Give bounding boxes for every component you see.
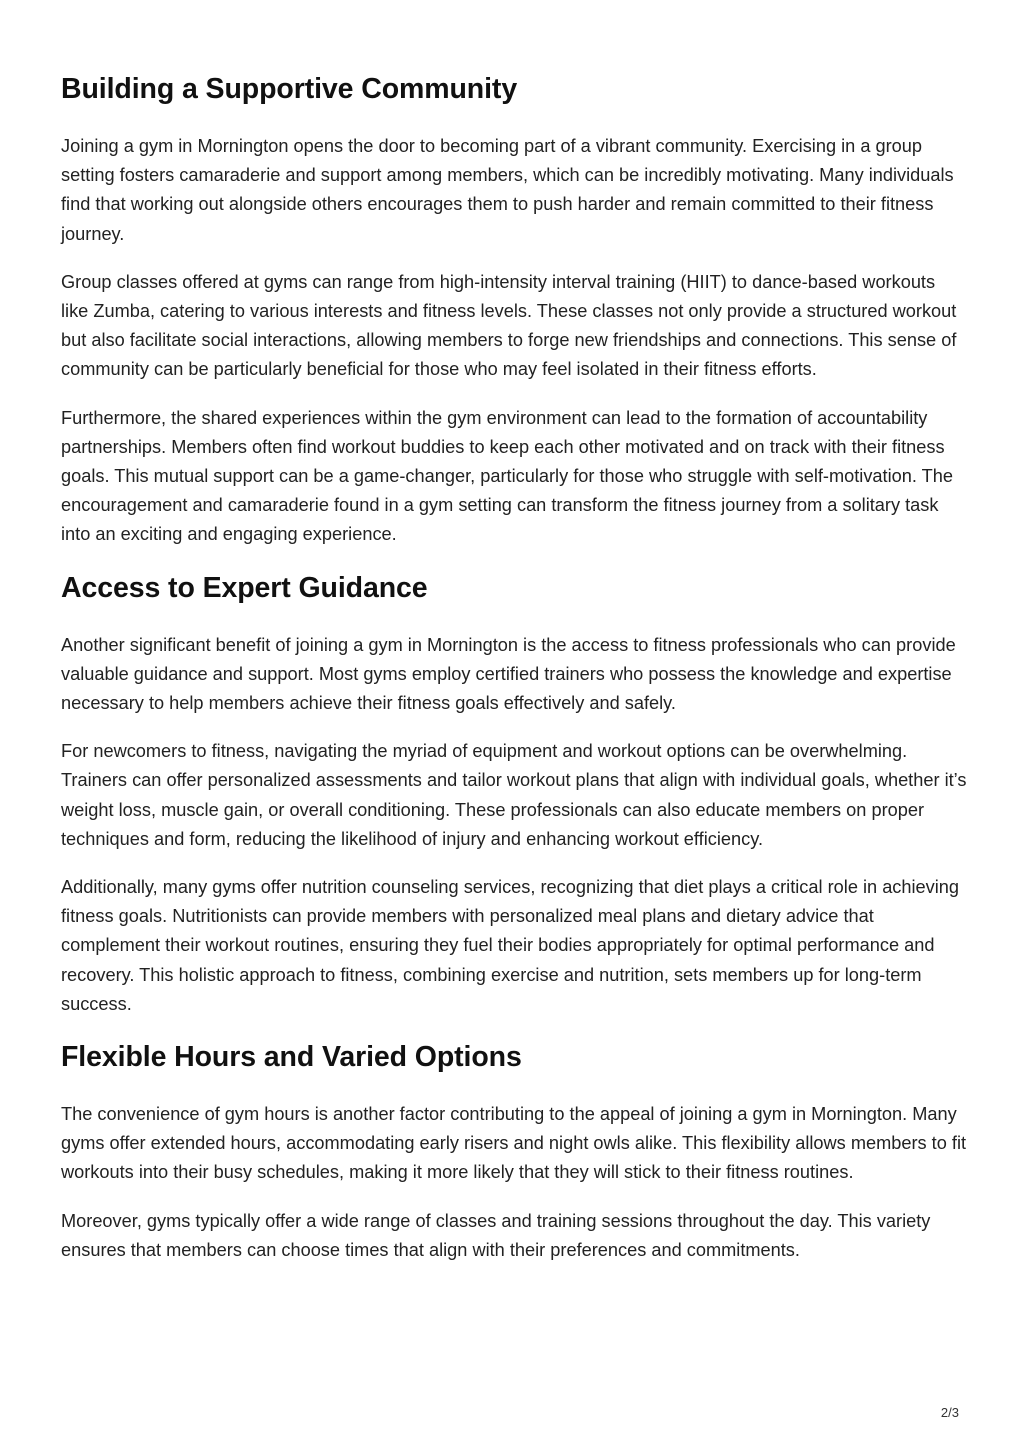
section-flexible-hours — [61, 1038, 967, 1265]
paragraph: Furthermore, the shared experiences within the gym environment can lead to the formation of accountability partnerships. Members often find workout buddies to keep each other motivated and on track with their fitness goals. This mutual support can be a game-changer, particularly for those who struggle with self-motivation. The encouragement and camaraderie found in a gym setting can transform the fitness journey from a solitary task into an exciting and engaging experience. — [61, 407, 953, 545]
section-heading: Flexible Hours and Varied Options — [61, 1041, 522, 1074]
paragraph: Moreover, gyms typically offer a wide range of classes and training sessions throughout the day. This variety ensures that members can choose times that align with their preferences and commitments. — [61, 1210, 931, 1260]
paragraph: Joining a gym in Mornington opens the door to becoming part of a vibrant community. Exercising in a group setting fosters camaraderie and support among members, which can be incredibly motivating. Many individuals find that working out alongside others encourages them to push harder and remain committed to their fitness journey. — [61, 136, 954, 244]
paragraph: The convenience of gym hours is another factor contributing to the appeal of joining a gym in Mornington. Many gyms offer extended hours, accommodating early risers and night owls alike. This flexibility allows members to fit workouts into their busy schedules, making it more likely that they will stick to their fitness routines. — [61, 1104, 967, 1183]
section-heading: Building a Supportive Community — [61, 73, 518, 105]
section-supportive-community — [61, 70, 967, 550]
document-page — [61, 70, 967, 1284]
paragraph: Additionally, many gyms offer nutrition counseling services, recognizing that diet plays a critical role in achieving fitness goals. Nutritionists can provide members with personalized meal plans and dietary advice that complement their workout routines, ensuring they fuel their bodies appropriately for optimal performance and recovery. This holistic approach to fitness, combining exercise and nutrition, sets members up for long-term success. — [61, 877, 960, 1014]
section-heading: Access to Expert Guidance — [61, 571, 428, 604]
paragraph: Group classes offered at gyms can range from high-intensity interval training (HIIT) to dance-based workouts like Zumba, catering to various interests and fitness levels. These classes not only provide a structured workout but also facilitate social interactions, allowing members to forge new friendships and connections. This sense of community can be particularly beneficial for those who may feel isolated in their fitness efforts. — [61, 271, 957, 380]
paragraph: Another significant benefit of joining a gym in Mornington is the access to fitness professionals who can provide valuable guidance and support. Most gyms employ certified trainers who possess the knowledge and expertise necessary to help members achieve their fitness goals effectively and safely. — [61, 634, 956, 714]
page-number: 2/3 — [940, 1405, 959, 1420]
paragraph: For newcomers to fitness, navigating the myriad of equipment and workout options can be overwhelming. Trainers can offer personalized assessments and tailor workout plans that align with individual goals, whether it’s weight loss, muscle gain, or overall conditioning. These professionals can also educate members on proper techniques and form, reducing the likelihood of injury and enhancing workout efficiency. — [61, 741, 967, 849]
section-expert-guidance — [61, 569, 967, 1019]
